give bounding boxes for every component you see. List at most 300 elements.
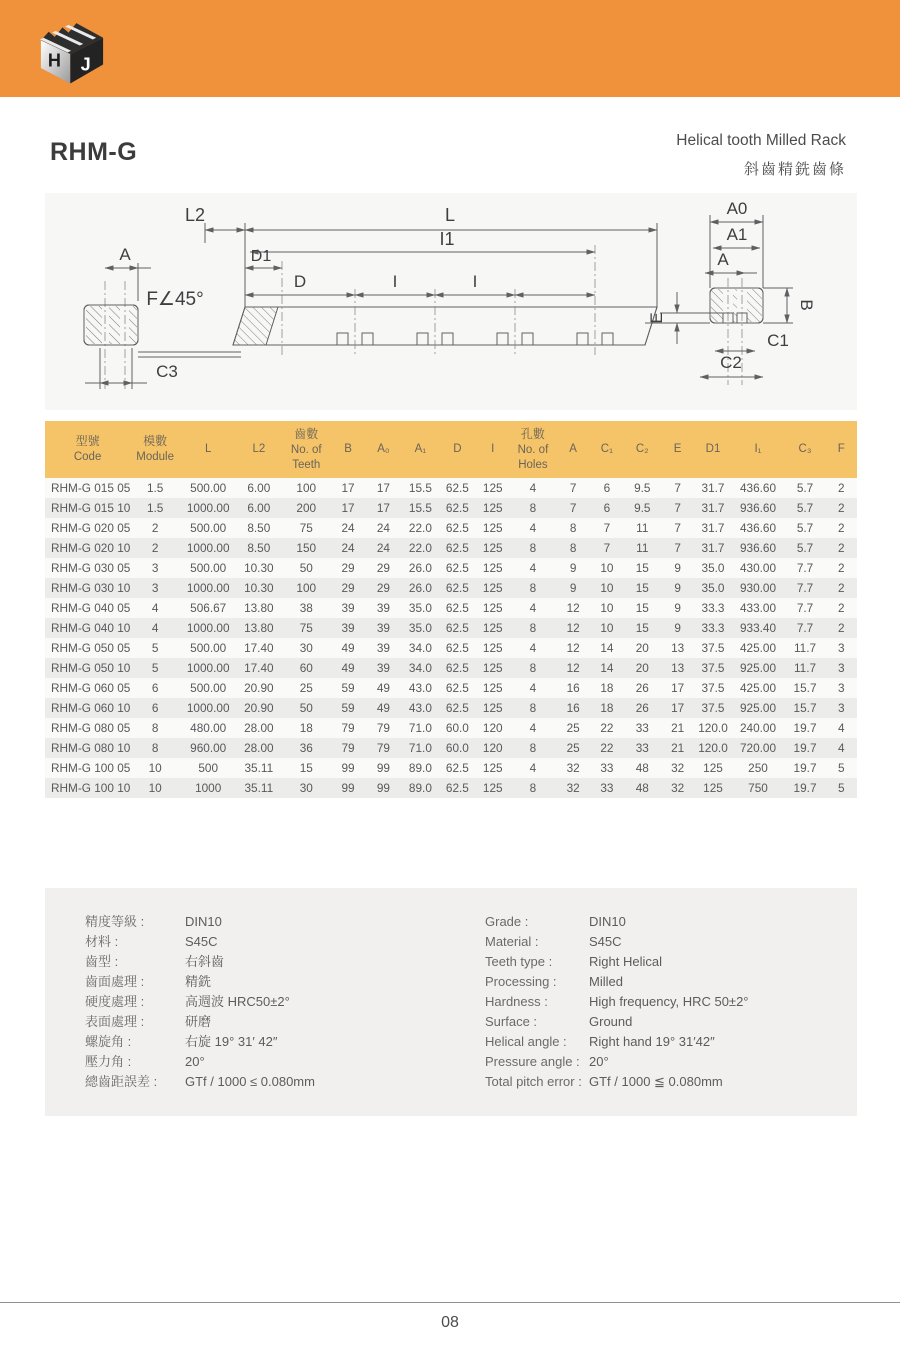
table-row bbox=[45, 618, 857, 638]
cell: 1000.00 bbox=[186, 621, 230, 635]
cell: 89.0 bbox=[408, 761, 432, 775]
cell: 14 bbox=[600, 661, 614, 675]
cell: 200 bbox=[296, 501, 317, 515]
cell: 31.7 bbox=[701, 501, 725, 515]
cell: 125 bbox=[482, 621, 503, 635]
cell: 62.5 bbox=[445, 641, 469, 655]
spec-label: Material : bbox=[485, 934, 539, 949]
cell: 99 bbox=[341, 781, 355, 795]
cell: 32 bbox=[671, 781, 685, 795]
cell: 4 bbox=[529, 561, 537, 575]
column-header: 孔數 No. of Holes bbox=[510, 421, 557, 478]
spec-label: 壓力角 : bbox=[85, 1054, 132, 1069]
dim-label-i-1: I bbox=[392, 272, 398, 291]
column-header: A₁ bbox=[402, 421, 439, 478]
cell: 32 bbox=[671, 761, 685, 775]
cell: 15.7 bbox=[793, 681, 817, 695]
column-header: D1 bbox=[695, 421, 732, 478]
cell: 75 bbox=[299, 521, 313, 535]
spec-label: 硬度處理 : bbox=[85, 994, 145, 1009]
cell: 48 bbox=[635, 761, 649, 775]
column-header: C₂ bbox=[624, 421, 661, 478]
cell: 8 bbox=[529, 701, 537, 715]
cell: 35.0 bbox=[408, 601, 432, 615]
cell: 39 bbox=[376, 641, 390, 655]
cell: 17.40 bbox=[244, 661, 274, 675]
dim-label-d: D bbox=[293, 272, 307, 291]
cell: 15 bbox=[299, 761, 313, 775]
cell: 19.7 bbox=[793, 781, 817, 795]
spec-table bbox=[45, 421, 857, 798]
cell: 33 bbox=[635, 721, 649, 735]
cell: 50 bbox=[299, 561, 313, 575]
cell: 35.0 bbox=[701, 581, 725, 595]
cell: 2 bbox=[837, 581, 845, 595]
cell: 4 bbox=[837, 721, 845, 735]
cell: 62.5 bbox=[445, 581, 469, 595]
cell: 30 bbox=[299, 641, 313, 655]
dim-label-i-2: I bbox=[472, 272, 478, 291]
cell: 960.00 bbox=[190, 741, 227, 755]
cell: 17 bbox=[376, 481, 390, 495]
cell: 125 bbox=[482, 641, 503, 655]
spec-value: Right Helical bbox=[589, 954, 662, 969]
column-header: I bbox=[476, 421, 510, 478]
cell: 10.30 bbox=[244, 561, 274, 575]
cell: 4 bbox=[529, 601, 537, 615]
spec-label: 齒面處理 : bbox=[85, 974, 145, 989]
cell: 30 bbox=[299, 781, 313, 795]
cell: 7 bbox=[674, 501, 681, 515]
cell: 59 bbox=[341, 701, 355, 715]
cell: 89.0 bbox=[408, 781, 432, 795]
cell: 430.00 bbox=[739, 561, 777, 575]
cell: 9.5 bbox=[634, 481, 651, 495]
spec-row bbox=[485, 992, 855, 1012]
technical-drawing-panel bbox=[45, 193, 857, 410]
cell-code: RHM-G 060 10 bbox=[51, 701, 131, 715]
spec-row bbox=[85, 992, 445, 1012]
cell: 6.00 bbox=[247, 481, 271, 495]
table-body bbox=[45, 478, 857, 798]
dim-label-a1: A1 bbox=[726, 225, 748, 244]
cell: 8 bbox=[151, 741, 159, 755]
cell: 3 bbox=[837, 641, 845, 655]
cell: 433.00 bbox=[739, 601, 777, 615]
cell: 120 bbox=[482, 721, 503, 735]
cell: 16 bbox=[566, 681, 580, 695]
cell: 15.7 bbox=[793, 701, 817, 715]
product-title-zh: 斜齒精銑齒條 bbox=[743, 161, 846, 178]
cell: 925.00 bbox=[739, 701, 777, 715]
cell: 50 bbox=[299, 701, 313, 715]
cell: 8.50 bbox=[247, 541, 271, 555]
column-header: C₃ bbox=[785, 421, 826, 478]
cell: 9 bbox=[569, 581, 577, 595]
cell: 4 bbox=[529, 721, 537, 735]
spec-value: 20° bbox=[589, 1054, 609, 1069]
cell: 79 bbox=[376, 721, 390, 735]
cell: 8 bbox=[529, 541, 537, 555]
spec-row bbox=[85, 972, 445, 992]
cell: 10 bbox=[600, 561, 614, 575]
cell: 4 bbox=[151, 601, 159, 615]
cell: 39 bbox=[376, 661, 390, 675]
cell: 31.7 bbox=[701, 481, 725, 495]
cell: 125 bbox=[482, 661, 503, 675]
cell: 37.5 bbox=[701, 681, 725, 695]
cell: 20 bbox=[635, 641, 649, 655]
cell: 500.00 bbox=[190, 481, 227, 495]
cell: 5 bbox=[151, 641, 159, 655]
cell: 17 bbox=[671, 701, 685, 715]
cell: 4 bbox=[837, 741, 845, 755]
table-row bbox=[45, 558, 857, 578]
cell: 10 bbox=[600, 601, 614, 615]
cell: 10 bbox=[600, 621, 614, 635]
spec-value: 高週波 HRC50±2° bbox=[185, 994, 290, 1009]
dim-label-l2: L2 bbox=[184, 205, 206, 225]
cell: 10 bbox=[600, 581, 614, 595]
cell: 59 bbox=[341, 681, 355, 695]
dim-label-c1: C1 bbox=[767, 331, 789, 350]
cell: 4 bbox=[151, 621, 159, 635]
cell: 12 bbox=[566, 601, 580, 615]
cell: 1000.00 bbox=[186, 501, 230, 515]
table-row bbox=[45, 598, 857, 618]
spec-label: Total pitch error : bbox=[485, 1074, 582, 1089]
cell: 506.67 bbox=[190, 601, 227, 615]
column-header: E bbox=[661, 421, 695, 478]
column-header: L2 bbox=[236, 421, 281, 478]
cell: 3 bbox=[837, 701, 845, 715]
cell: 60.0 bbox=[445, 741, 469, 755]
cell: 5.7 bbox=[796, 541, 814, 555]
cell: 39 bbox=[376, 601, 390, 615]
cell: 6 bbox=[151, 681, 159, 695]
cell: 24 bbox=[376, 541, 390, 555]
cell: 13 bbox=[671, 661, 685, 675]
cell: 32 bbox=[566, 761, 580, 775]
cell: 125 bbox=[482, 681, 503, 695]
cell: 43.0 bbox=[408, 681, 432, 695]
spec-row bbox=[485, 912, 855, 932]
cell: 49 bbox=[376, 681, 390, 695]
cell: 49 bbox=[341, 641, 355, 655]
cell: 120.0 bbox=[698, 721, 728, 735]
cell: 7.7 bbox=[796, 601, 814, 615]
cell: 933.40 bbox=[739, 621, 777, 635]
cell: 62.5 bbox=[445, 601, 469, 615]
cell: 62.5 bbox=[445, 481, 469, 495]
cell: 925.00 bbox=[739, 661, 777, 675]
cell: 60.0 bbox=[445, 721, 469, 735]
cell: 18 bbox=[299, 721, 313, 735]
cell: 16 bbox=[566, 701, 580, 715]
cell: 17 bbox=[376, 501, 390, 515]
cell: 930.00 bbox=[739, 581, 777, 595]
cell: 11.7 bbox=[793, 661, 817, 675]
cell: 2 bbox=[151, 541, 159, 555]
cell: 7 bbox=[674, 521, 681, 535]
cell: 125 bbox=[482, 601, 503, 615]
column-header: 齒數 No. of Teeth bbox=[281, 421, 331, 478]
table-row bbox=[45, 538, 857, 558]
cell: 9 bbox=[674, 581, 681, 595]
cell: 8.50 bbox=[247, 521, 271, 535]
cell: 79 bbox=[376, 741, 390, 755]
cell: 34.0 bbox=[408, 641, 432, 655]
spec-value: 右斜齒 bbox=[185, 954, 225, 969]
cell: 36 bbox=[299, 741, 313, 755]
spec-value: GTf / 1000 ≦ 0.080mm bbox=[589, 1074, 723, 1089]
dim-label-l: L bbox=[444, 205, 456, 225]
cell: 15.5 bbox=[408, 481, 432, 495]
spec-label: 總齒距誤差 : bbox=[85, 1074, 158, 1089]
cell: 71.0 bbox=[408, 741, 432, 755]
cell: 120 bbox=[482, 741, 503, 755]
column-header: I₁ bbox=[731, 421, 784, 478]
specifications-box bbox=[45, 888, 857, 1116]
cell: 9 bbox=[674, 561, 681, 575]
cell: 22.0 bbox=[408, 521, 432, 535]
cell: 6 bbox=[151, 701, 159, 715]
spec-value: High frequency, HRC 50±2° bbox=[589, 994, 749, 1009]
cell: 12 bbox=[566, 641, 580, 655]
cell: 5 bbox=[837, 761, 845, 775]
cell: 8 bbox=[529, 621, 537, 635]
cell: 13 bbox=[671, 641, 685, 655]
table-row bbox=[45, 638, 857, 658]
cell: 3 bbox=[151, 561, 159, 575]
cell: 500.00 bbox=[190, 681, 227, 695]
cell: 1000.00 bbox=[186, 701, 230, 715]
column-header: B bbox=[331, 421, 365, 478]
cell: 7 bbox=[569, 501, 577, 515]
spec-value: GTf / 1000 ≤ 0.080mm bbox=[185, 1074, 315, 1089]
cell: 24 bbox=[376, 521, 390, 535]
cell: 125 bbox=[703, 761, 723, 775]
cell: 28.00 bbox=[244, 741, 274, 755]
cell: 99 bbox=[376, 761, 390, 775]
column-header: 型號 Code bbox=[45, 421, 130, 478]
product-title-block bbox=[676, 132, 846, 179]
column-header: C₁ bbox=[590, 421, 624, 478]
cell: 29 bbox=[341, 561, 355, 575]
cell: 7 bbox=[674, 541, 681, 555]
cell: 1.5 bbox=[146, 481, 164, 495]
cell: 20.90 bbox=[244, 681, 274, 695]
cell: 6 bbox=[603, 501, 611, 515]
cell: 29 bbox=[376, 561, 390, 575]
column-header: F bbox=[826, 421, 857, 478]
cell: 436.60 bbox=[739, 521, 777, 535]
cell: 79 bbox=[341, 741, 355, 755]
cell: 11 bbox=[636, 541, 649, 555]
cell: 12 bbox=[566, 661, 580, 675]
cell: 2 bbox=[837, 621, 845, 635]
cell: 125 bbox=[703, 781, 723, 795]
cell: 15 bbox=[635, 601, 649, 615]
cell: 62.5 bbox=[445, 621, 469, 635]
cell: 125 bbox=[482, 541, 503, 555]
cell: 19.7 bbox=[793, 761, 817, 775]
cell: 26.0 bbox=[408, 561, 432, 575]
cell: 71.0 bbox=[408, 721, 432, 735]
cell: 10 bbox=[148, 761, 162, 775]
cell-code: RHM-G 050 10 bbox=[51, 661, 131, 675]
specs-zh bbox=[85, 912, 445, 1092]
cell: 425.00 bbox=[739, 681, 777, 695]
cell: 480.00 bbox=[190, 721, 227, 735]
table-row bbox=[45, 718, 857, 738]
spec-value: DIN10 bbox=[589, 914, 626, 929]
dim-label-a-left: A bbox=[119, 245, 131, 264]
spec-label: 齒型 : bbox=[85, 954, 119, 969]
cell: 17.40 bbox=[244, 641, 274, 655]
cell: 5 bbox=[837, 781, 845, 795]
cell: 7.7 bbox=[796, 621, 814, 635]
cell-code: RHM-G 060 05 bbox=[51, 681, 131, 695]
spec-row bbox=[85, 1032, 445, 1052]
cell: 20.90 bbox=[244, 701, 274, 715]
cell: 7.7 bbox=[796, 581, 814, 595]
cell: 37.5 bbox=[701, 701, 725, 715]
cell: 25 bbox=[299, 681, 313, 695]
cell: 4 bbox=[529, 641, 537, 655]
cell: 10 bbox=[148, 781, 162, 795]
spec-value: 右旋 19° 31′ 42″ bbox=[185, 1034, 278, 1049]
cell: 25 bbox=[566, 721, 580, 735]
cell: 62.5 bbox=[445, 681, 469, 695]
spec-label: 材料 : bbox=[85, 934, 119, 949]
cell: 4 bbox=[529, 681, 537, 695]
cell: 7 bbox=[569, 481, 577, 495]
cell: 99 bbox=[376, 781, 390, 795]
spec-label: Helical angle : bbox=[485, 1034, 567, 1049]
cell: 425.00 bbox=[739, 641, 777, 655]
cell: 22 bbox=[600, 741, 614, 755]
cell: 29 bbox=[376, 581, 390, 595]
cell: 62.5 bbox=[445, 561, 469, 575]
cell: 8 bbox=[529, 501, 537, 515]
spec-row bbox=[485, 1032, 855, 1052]
table-row bbox=[45, 758, 857, 778]
cell: 3 bbox=[837, 681, 845, 695]
spec-row bbox=[485, 1052, 855, 1072]
cell: 33 bbox=[600, 761, 614, 775]
cell: 33 bbox=[635, 741, 649, 755]
cell: 75 bbox=[299, 621, 313, 635]
cell: 19.7 bbox=[793, 721, 817, 735]
cell: 936.60 bbox=[739, 541, 777, 555]
spec-label: Teeth type : bbox=[485, 954, 553, 969]
cell: 18 bbox=[600, 681, 614, 695]
cell-code: RHM-G 020 10 bbox=[51, 541, 131, 555]
cell: 48 bbox=[635, 781, 649, 795]
cell: 125 bbox=[482, 581, 503, 595]
cell: 9 bbox=[674, 621, 681, 635]
spec-row bbox=[85, 952, 445, 972]
cell: 125 bbox=[482, 481, 503, 495]
cell: 17 bbox=[671, 681, 685, 695]
table-row bbox=[45, 498, 857, 518]
cell-code: RHM-G 020 05 bbox=[51, 521, 131, 535]
cell: 21 bbox=[671, 741, 685, 755]
table-row bbox=[45, 658, 857, 678]
cell: 500.00 bbox=[190, 521, 227, 535]
column-header: D bbox=[439, 421, 476, 478]
cell: 33 bbox=[600, 781, 614, 795]
cell: 20 bbox=[635, 661, 649, 675]
cell: 5.7 bbox=[796, 501, 814, 515]
cell: 4 bbox=[529, 761, 537, 775]
table-row bbox=[45, 478, 857, 498]
cell: 26 bbox=[635, 701, 649, 715]
cell: 35.11 bbox=[244, 781, 274, 795]
cell: 2 bbox=[837, 501, 845, 515]
cell: 2 bbox=[151, 521, 159, 535]
cell: 125 bbox=[482, 501, 503, 515]
cell: 31.7 bbox=[701, 541, 725, 555]
cell: 14 bbox=[600, 641, 614, 655]
spec-row bbox=[85, 1052, 445, 1072]
spec-row bbox=[85, 912, 445, 932]
cell: 18 bbox=[600, 701, 614, 715]
cell: 240.00 bbox=[739, 721, 777, 735]
cell: 125 bbox=[482, 701, 503, 715]
cell: 39 bbox=[341, 621, 355, 635]
cell: 39 bbox=[341, 601, 355, 615]
dim-label-a-right: A bbox=[717, 250, 729, 269]
spec-label: 精度等級 : bbox=[85, 914, 145, 929]
company-logo bbox=[28, 11, 116, 87]
cell: 38 bbox=[299, 601, 313, 615]
cell: 7 bbox=[603, 541, 611, 555]
spec-value: Right hand 19° 31′42″ bbox=[589, 1034, 715, 1049]
cell: 8 bbox=[569, 521, 577, 535]
cell: 250 bbox=[748, 761, 768, 775]
cell-code: RHM-G 100 10 bbox=[51, 781, 131, 795]
cell: 29 bbox=[341, 581, 355, 595]
page-title-model: RHM-G bbox=[50, 138, 138, 166]
spec-row bbox=[485, 972, 855, 992]
cell: 13.80 bbox=[244, 601, 274, 615]
cell: 34.0 bbox=[408, 661, 432, 675]
cell: 436.60 bbox=[739, 481, 777, 495]
table-header bbox=[45, 421, 857, 478]
cell: 35.11 bbox=[244, 761, 274, 775]
footer-divider bbox=[0, 1302, 900, 1303]
cell: 2 bbox=[837, 521, 845, 535]
cell: 33.3 bbox=[701, 601, 725, 615]
cell-code: RHM-G 015 05 bbox=[51, 481, 131, 495]
cell: 15 bbox=[635, 621, 649, 635]
cell: 150 bbox=[296, 541, 317, 555]
cell: 21 bbox=[671, 721, 685, 735]
cell: 4 bbox=[529, 481, 537, 495]
cell: 37.5 bbox=[701, 661, 725, 675]
cell: 2 bbox=[837, 541, 845, 555]
cell: 15 bbox=[635, 561, 649, 575]
cell: 62.5 bbox=[445, 541, 469, 555]
specs-en bbox=[485, 912, 855, 1092]
column-header: L bbox=[180, 421, 236, 478]
cell: 5.7 bbox=[796, 521, 814, 535]
cell: 2 bbox=[837, 561, 845, 575]
cell: 26.0 bbox=[408, 581, 432, 595]
spec-value: 精銑 bbox=[185, 974, 212, 989]
